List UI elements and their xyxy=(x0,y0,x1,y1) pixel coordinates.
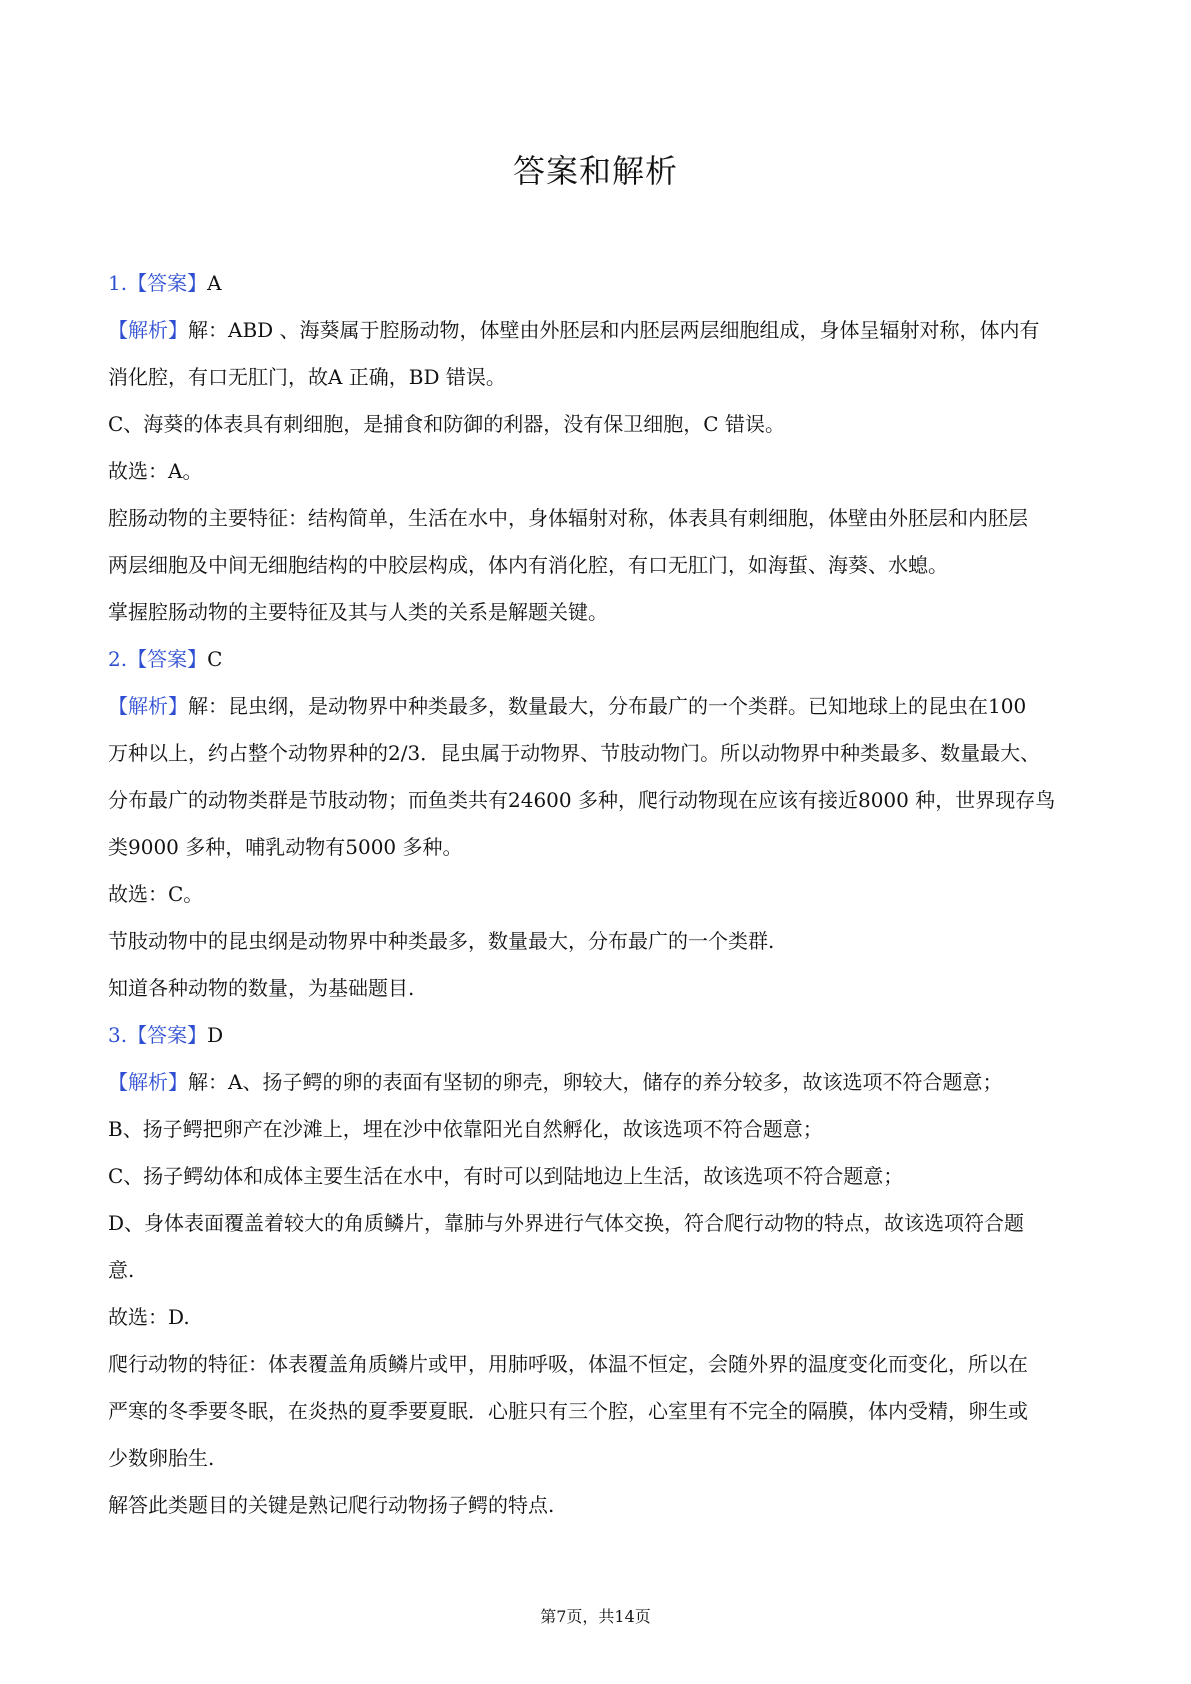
analysis-line: D、身体表面覆盖着较大的角质鳞片，靠肺与外界进行气体交换，符合爬行动物的特点，故该选项符合题 xyxy=(108,1211,1025,1235)
answer-tag: 【答案】 xyxy=(127,647,208,671)
answer-header-2 xyxy=(108,636,1093,683)
choice-line: 故选：A。 xyxy=(108,459,203,483)
analysis-line xyxy=(108,1059,1093,1106)
analysis-line: 节肢动物中的昆虫纲是动物界中种类最多，数量最大，分布最广的一个类群. xyxy=(108,929,775,953)
answer-tag: 【答案】 xyxy=(127,1023,208,1047)
analysis-text: 解：A、扬子鳄的卵的表面有坚韧的卵壳，卵较大，储存的养分较多，故该选项不符合题意； xyxy=(188,1070,1003,1094)
analysis-line: 两层细胞及中间无细胞结构的中胶层构成，体内有消化腔，有口无肛门，如海蜇、海葵、水螅。 xyxy=(108,553,948,577)
analysis-line xyxy=(108,683,1093,730)
question-number: 1. xyxy=(108,271,128,295)
analysis-line: 万种以上，约占整个动物界种的2/3．昆虫属于动物界、节肢动物门。所以动物界中种类最多、数量最大、 xyxy=(108,741,1041,765)
analysis-text: 解：ABD 、海葵属于腔肠动物，体壁由外胚层和内胚层两层细胞组成，身体呈辐射对称，体内有 xyxy=(188,318,1040,342)
analysis-line: 类9000 多种，哺乳动物有5000 多种。 xyxy=(108,835,463,859)
choice-line: 故选：D. xyxy=(108,1305,190,1329)
analysis-line: 掌握腔肠动物的主要特征及其与人类的关系是解题关键。 xyxy=(108,600,608,624)
answers-section xyxy=(108,260,1093,1529)
choice-line: 故选：C。 xyxy=(108,882,204,906)
answer-value: A xyxy=(207,271,222,295)
analysis-line: 腔肠动物的主要特征：结构简单，生活在水中，身体辐射对称，体表具有刺细胞，体壁由外胚层和内胚层 xyxy=(108,506,1028,530)
analysis-tag: 【解析】 xyxy=(108,694,188,718)
analysis-tag: 【解析】 xyxy=(108,1070,188,1094)
answer-header-1 xyxy=(108,260,1093,307)
question-number: 2. xyxy=(108,647,128,671)
analysis-tag: 【解析】 xyxy=(108,318,188,342)
answer-value: C xyxy=(207,647,223,671)
analysis-line: 严寒的冬季要冬眠，在炎热的夏季要夏眠．心脏只有三个腔，心室里有不完全的隔膜，体内受精，卵生或 xyxy=(108,1399,1028,1423)
analysis-line: 分布最广的动物类群是节肢动物；而鱼类共有24600 多种，爬行动物现在应该有接近8000 种，世界现存鸟 xyxy=(108,788,1056,812)
analysis-line: 少数卵胎生. xyxy=(108,1446,215,1470)
question-number: 3. xyxy=(108,1023,128,1047)
answer-value: D xyxy=(207,1023,224,1047)
page-footer: 第7页，共14页 xyxy=(540,1607,651,1626)
analysis-line: 解答此类题目的关键是熟记爬行动物扬子鳄的特点. xyxy=(108,1493,555,1517)
analysis-line: 意. xyxy=(108,1258,135,1282)
analysis-line: 知道各种动物的数量，为基础题目. xyxy=(108,976,415,1000)
answer-header-3 xyxy=(108,1012,1093,1059)
page-title: 答案和解析 xyxy=(512,152,678,190)
analysis-line: 爬行动物的特征：体表覆盖角质鳞片或甲，用肺呼吸，体温不恒定，会随外界的温度变化而变化，所以在 xyxy=(108,1352,1028,1376)
analysis-line xyxy=(108,307,1093,354)
analysis-line: C、海葵的体表具有刺细胞，是捕食和防御的利器，没有保卫细胞，C 错误。 xyxy=(108,412,785,436)
analysis-line: 消化腔，有口无肛门，故A 正确，BD 错误。 xyxy=(108,365,506,389)
analysis-line: B、扬子鳄把卵产在沙滩上，埋在沙中依靠阳光自然孵化，故该选项不符合题意； xyxy=(108,1117,823,1141)
analysis-line: C、扬子鳄幼体和成体主要生活在水中，有时可以到陆地边上生活，故该选项不符合题意； xyxy=(108,1164,904,1188)
answer-tag: 【答案】 xyxy=(127,271,208,295)
analysis-text: 解：昆虫纲，是动物界中种类最多，数量最大，分布最广的一个类群。已知地球上的昆虫在100 xyxy=(188,694,1027,718)
